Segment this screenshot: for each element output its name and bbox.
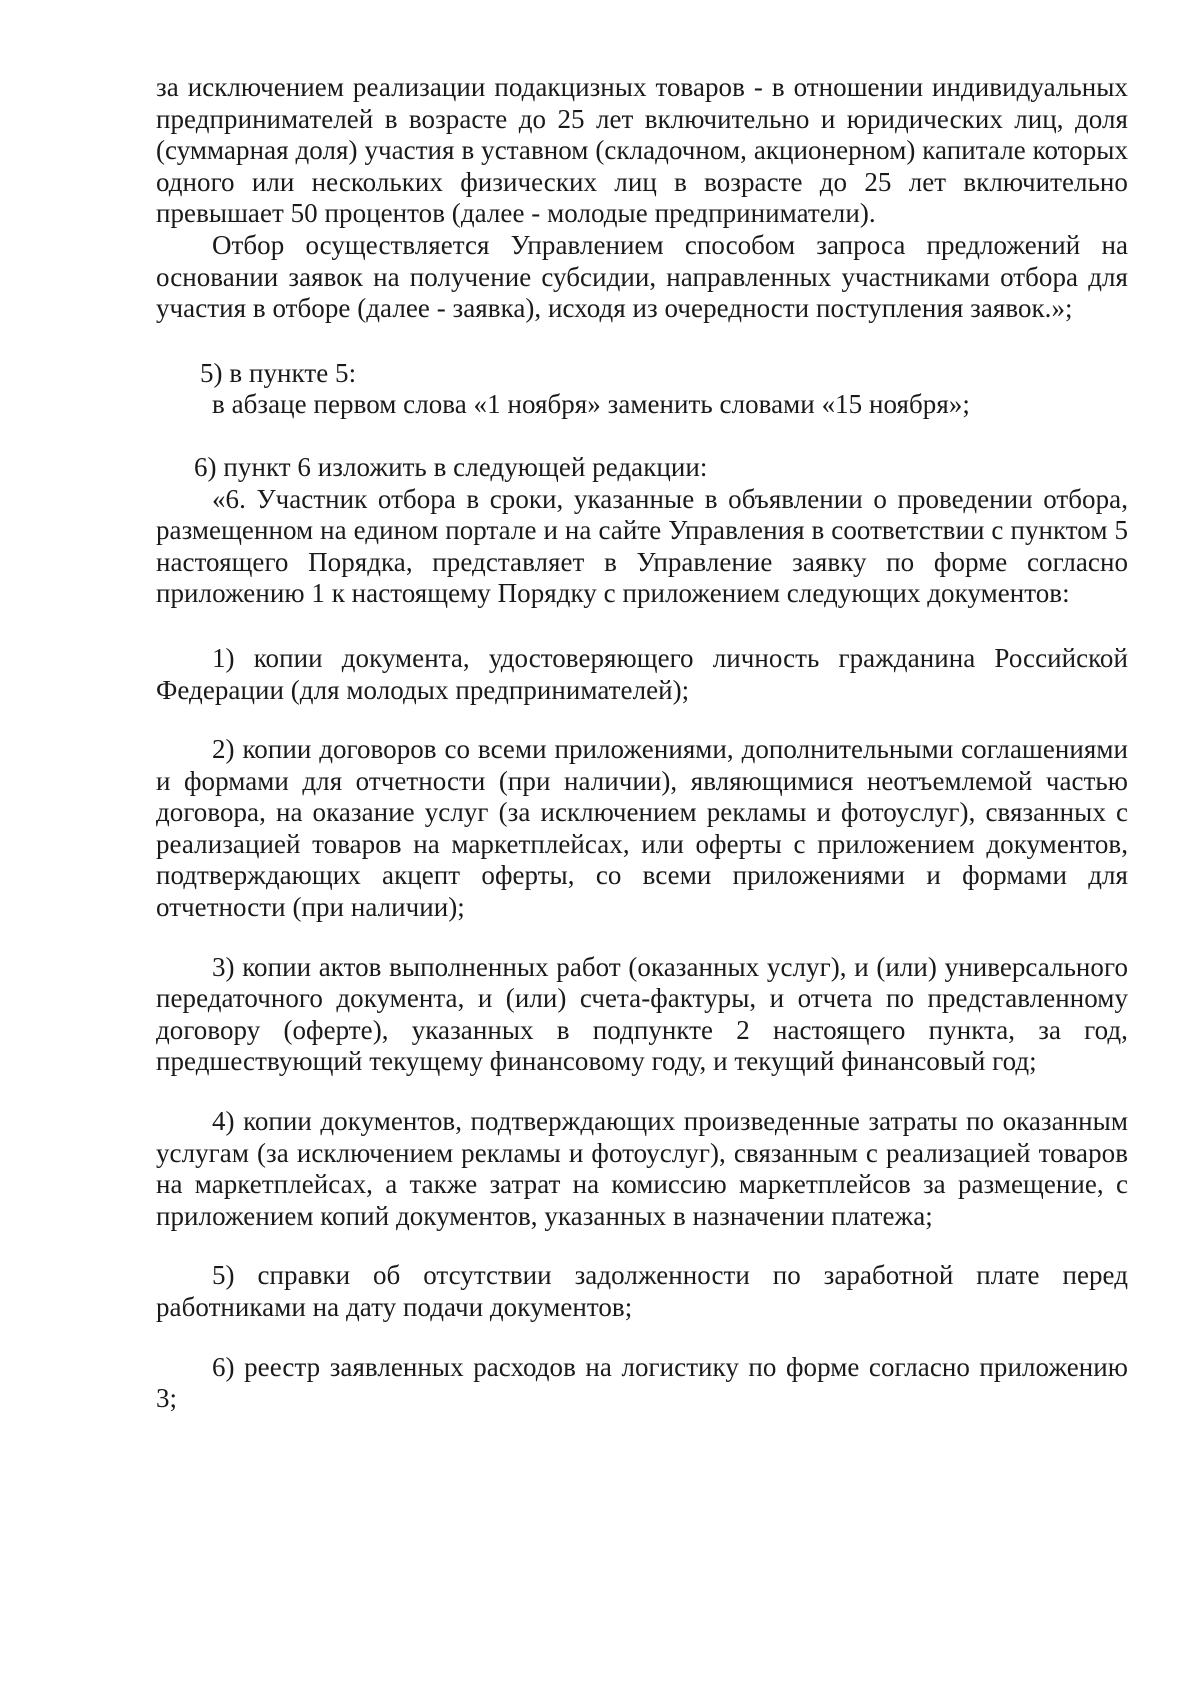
document-list-item-4: 4) копии документов, подтверждающих произведенные затраты по оказанным услугам (за исключением рекламы и фотоуслуг), связанным с реализацией товаров на маркетплейсах, а также затрат на комиссию маркетплейсов за размещение, с приложением копий документов, указанных в назначении платежа;: [156, 1106, 1128, 1231]
document-body: [156, 72, 1128, 1415]
item-5-heading: 5) в пункте 5:: [200, 357, 357, 388]
item-5-text: в абзаце первом слова «1 ноября» заменить словами «15 ноября»;: [212, 389, 970, 420]
item-6-heading: 6) пункт 6 изложить в следующей редакции:: [194, 451, 708, 482]
document-list-item-5: 5) справки об отсутствии задолженности по заработной плате перед работниками на дату подачи документов;: [156, 1260, 1128, 1322]
item-6-text: «6. Участник отбора в сроки, указанные в объявлении о проведении отбора, размещенном на едином портале и на сайте Управления в соответствии с пунктом 5 настоящего Порядка, представляет в Управление заявку по форме согласно приложению 1 к настоящему Порядку с приложением следующих документов:: [156, 483, 1128, 609]
document-list-item-3: 3) копии актов выполненных работ (оказанных услуг), и (или) универсального передаточного документа, и (или) счета-фактуры, и отчета по представленному договору (оферте), указанных в подпункте 2 настоящего пункта, за год, предшествующий текущему финансовому году, и текущий финансовый год;: [156, 951, 1128, 1077]
document-list-item-2: 2) копии договоров со всеми приложениями, дополнительными соглашениями и формами для отчетности (при наличии), являющимися неотъемлемой частью договора, на оказание услуг (за исключением рекламы и фотоуслуг), связанных с реализацией товаров на маркетплейсах, или оферты с приложением документов, подтверждающих акцепт оферты, со всеми приложениями и формами для отчетности (при наличии);: [156, 734, 1128, 923]
document-list-item-6: 6) реестр заявленных расходов на логистику по форме согласно приложению 3;: [156, 1351, 1128, 1414]
paragraph-intro: за исключением реализации подакцизных товаров - в отношении индивидуальных предпринимателей в возрасте до 25 лет включительно и юридических лиц, доля (суммарная доля) участия в уставном (складочном, акционерном) капитале которых одного или нескольких физических лиц в возрасте до 25 лет включительно превышает 50 процентов (далее - молодые предприниматели).: [156, 72, 1128, 229]
paragraph-selection: Отбор осуществляется Управлением способом запроса предложений на основании заявок на получение субсидии, направленных участниками отбора для участия в отборе (далее - заявка), исходя из очередности поступления заявок.»;: [156, 229, 1128, 324]
document-list-item-1: 1) копии документа, удостоверяющего личность гражданина Российской Федерации (для молодых предпринимателей);: [156, 642, 1128, 705]
